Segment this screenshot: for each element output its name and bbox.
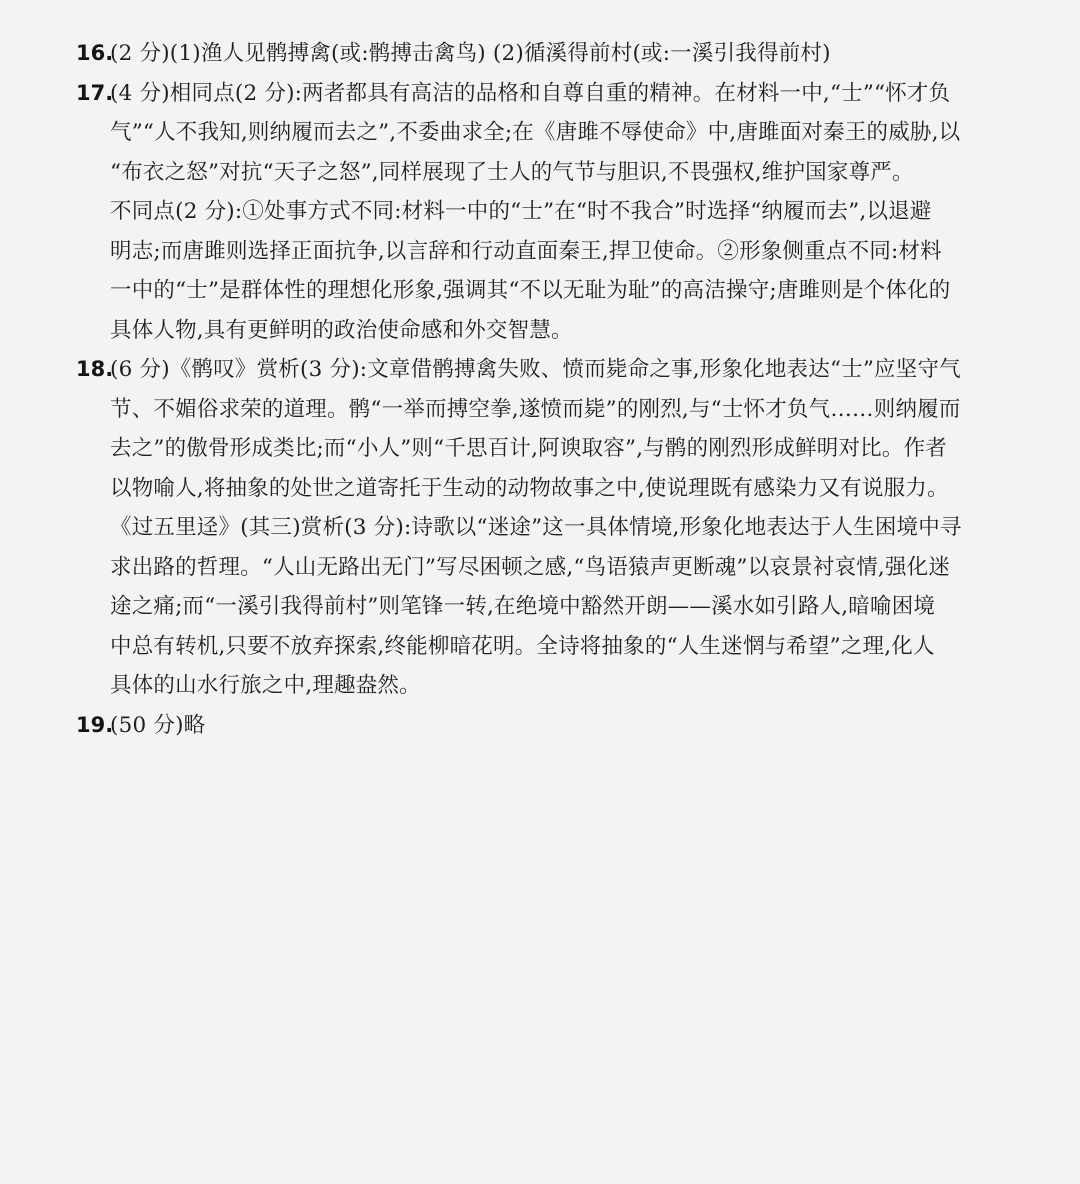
question-number: 16. — [76, 41, 114, 65]
answer-text-line: 一中的“士”是群体性的理想化形象,强调其“不以无耻为耻”的高洁操守;唐雎则是个体化的 — [110, 278, 951, 303]
answer-text-line: (50 分)略 — [110, 712, 206, 738]
question-number: 17. — [76, 80, 114, 105]
answer-list — [76, 34, 1066, 745]
answer-text-line: 节、不媚俗求荣的道理。鹘“一举而搏空拳,遂愤而毙”的刚烈,与“士怀才负气……则纳履而 — [110, 396, 961, 422]
answer-text-line: 气”“人不我知,则纳履而去之”,不委曲求全;在《唐雎不辱使命》中,唐雎面对秦王的威胁,以 — [110, 120, 961, 145]
answer-text-line: (6 分)《鹘叹》赏析(3 分):文章借鹘搏禽失败、愤而毙命之事,形象化地表达“士”应坚守气 — [110, 357, 961, 382]
answer-text-line: 具体人物,具有更鲜明的政治使命感和外交智慧。 — [110, 317, 573, 343]
answer-text-line: 《过五里迳》(其三)赏析(3 分):诗歌以“迷途”这一具体情境,形象化地表达于人生困境中寻 — [110, 515, 962, 540]
answer-text-line: 明志;而唐雎则选择正面抗争,以言辞和行动直面秦王,捍卫使命。②形象侧重点不同:材料 — [110, 238, 942, 264]
answer-text-line: 以物喻人,将抽象的处世之道寄托于生动的动物故事之中,使说理既有感染力又有说服力。 — [110, 475, 949, 501]
answer-text-line: 不同点(2 分):①处事方式不同:材料一中的“士”在“时不我合”时选择“纳履而去”,以退避 — [110, 199, 932, 224]
answer-text-line: 途之痛;而“一溪引我得前村”则笔锋一转,在绝境中豁然开朗——溪水如引路人,暗喻困境 — [110, 594, 936, 619]
question-number: 19. — [76, 712, 114, 737]
answer-text-line: 去之”的傲骨形成类比;而“小人”则“千思百计,阿谀取容”,与鹘的刚烈形成鲜明对比。作者 — [110, 436, 947, 461]
answer-text-line: (4 分)相同点(2 分):两者都具有高洁的品格和自尊自重的精神。在材料一中,“士”“怀才负 — [110, 80, 951, 106]
answer-text-line: (2 分)(1)渔人见鹘搏禽(或:鹘搏击禽鸟) (2)循溪得前村(或:一溪引我得前村) — [110, 41, 831, 66]
answer-19 — [76, 706, 1066, 746]
answer-text-line: “布衣之怒”对抗“天子之怒”,同样展现了士人的气节与胆识,不畏强权,维护国家尊严。 — [110, 159, 914, 185]
answer-17 — [76, 74, 1066, 351]
answer-text-line: 具体的山水行旅之中,理趣盎然。 — [110, 673, 421, 698]
answer-text-line: 中总有转机,只要不放弃探索,终能柳暗花明。全诗将抽象的“人生迷惘与希望”之理,化人 — [110, 633, 935, 659]
answer-16 — [76, 34, 1066, 74]
question-number: 18. — [76, 357, 114, 381]
answer-text-line: 求出路的哲理。“人山无路出无门”写尽困顿之感,“鸟语猿声更断魂”以哀景衬哀情,强化迷 — [110, 554, 951, 580]
answer-18 — [76, 350, 1066, 706]
